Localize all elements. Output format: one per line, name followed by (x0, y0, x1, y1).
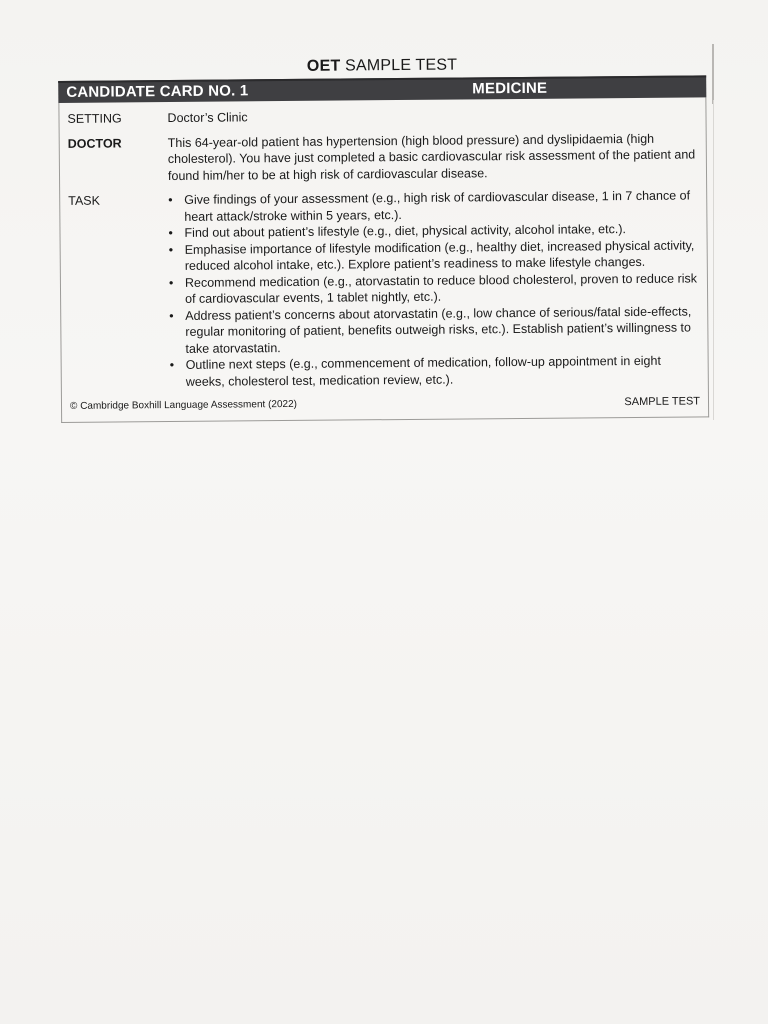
task-row (68, 187, 700, 390)
task-item (168, 187, 698, 225)
test-title-bold: OET (306, 57, 341, 75)
bullet-icon: • (168, 226, 173, 241)
task-list (168, 187, 700, 390)
task-list-container (168, 187, 700, 390)
task-item (170, 352, 700, 390)
setting-row (67, 105, 697, 127)
setting-label: SETTING (67, 111, 122, 126)
bullet-icon: • (168, 193, 173, 208)
role-label: DOCTOR (67, 135, 122, 151)
task-item-text: Recommend medication (e.g., atorvastatin to reduce blood cholesterol, proven to reduce risk of cardiovascular events, 1 tablet nightly, etc.). (184, 270, 698, 306)
bullet-icon: • (169, 308, 174, 323)
task-item (169, 303, 699, 357)
task-item-text: Outline next steps (e.g., commencement of medication, follow-up appointment in eight weeks, cholesterol test, medication review, etc.). (185, 353, 661, 389)
task-item (169, 237, 699, 275)
test-title-rest: SAMPLE TEST (344, 56, 458, 75)
bullet-icon: • (168, 275, 174, 290)
sample-test-label: SAMPLE TEST (624, 395, 701, 409)
task-item-text: Find out about patient’s lifestyle (e.g., diet, physical activity, alcohol intake, etc.). (184, 222, 626, 240)
profession-label: MEDICINE (472, 79, 548, 98)
copyright-text: © Cambridge Boxhill Language Assessment (2022) (69, 398, 298, 412)
paper-edge (712, 44, 714, 104)
role-description: This 64-year-old patient has hypertension (high blood pressure) and dyslipidaemia (high cholesterol). You have just completed a basic cardiovascular risk assessment of the patient and found him/her to be at high risk of cardiovascular disease. (167, 131, 696, 183)
task-item-text: Address patient’s concerns about atorvastatin (e.g., low chance of serious/fatal side-effects, regular monitoring of patient, benefits outweigh risks, etc.). Establish patient’s willingness to take atorvastatin. (185, 303, 692, 356)
paper-edge-shadow (713, 100, 714, 420)
task-item (169, 270, 699, 308)
role-row (68, 130, 698, 185)
setting-value: Doctor’s Clinic (167, 110, 248, 126)
card-footer (70, 393, 700, 417)
test-title (58, 54, 706, 78)
bullet-icon: • (168, 242, 174, 257)
candidate-card (58, 54, 709, 422)
bullet-icon: • (169, 357, 175, 373)
card-number: CANDIDATE CARD NO. 1 (66, 82, 249, 101)
card-body (58, 97, 709, 422)
task-item-text: Emphasise importance of lifestyle modification (e.g., healthy diet, increased physical activity, reduced alcohol intake, etc.). Explore patient’s readiness to make lifestyle changes. (184, 237, 695, 273)
task-label: TASK (68, 193, 101, 208)
task-item-text: Give findings of your assessment (e.g., high risk of cardiovascular disease, 1 in 7 chance of heart attack/stroke within 5 years, etc.). (184, 188, 691, 224)
